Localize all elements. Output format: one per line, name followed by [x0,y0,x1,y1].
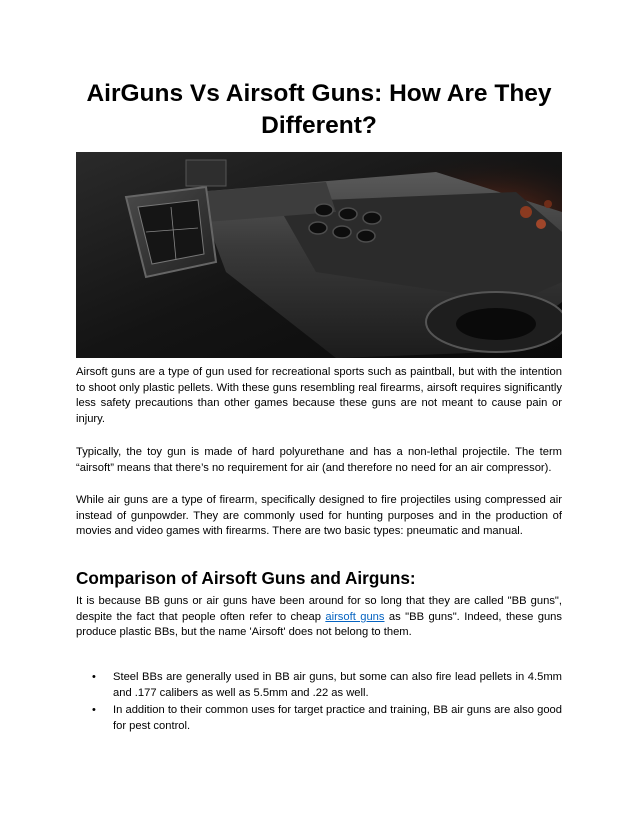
comparison-text-end: as "BB guns". Indeed, these guns produce plastic BBs, but the name 'Airsoft' does not belong to them. [76,610,562,639]
intro-paragraph: Airsoft guns are a type of gun used for recreational sports such as paintball, but with the intention to shoot only plastic pellets. With these guns resembling real firearms, airsoft requires significantly less safety precautions than other games because these guns are not meant to cause pain or injury. [76,366,562,425]
bullet-list [76,670,562,736]
page-title: AirGuns Vs Airsoft Guns: How Are They Different? [86,80,552,139]
airgun-paragraph: While air guns are a type of firearm, specifically designed to fire projectiles using compressed air instead of gunpowder. They are commonly used for hunting purposes and in the production of movies and video games with firearms. There are two basic types: pneumatic and manual. [76,494,562,538]
list-item [76,703,562,734]
list-item [76,670,562,701]
bullet-icon: • [92,671,96,683]
hero-image [76,152,562,358]
list-item-text: In addition to their common uses for target practice and training, BB air guns are also good for pest control. [113,704,562,732]
comparison-paragraph [76,594,562,641]
material-paragraph: Typically, the toy gun is made of hard polyurethane and has a non-lethal projectile. The term “airsoft” means that there’s no requirement for air (and therefore no need for an air compressor). [76,446,562,474]
bullet-icon: • [92,704,96,717]
airsoft-guns-link[interactable]: airsoft guns [325,610,385,623]
section-heading: Comparison of Airsoft Guns and Airguns: [76,568,416,588]
gun-photo [76,152,562,358]
comparison-text-start: It is because BB guns or air guns have been around for so long that they are called "BB guns", despite the fact that people often refer to cheap [76,595,562,623]
list-item-text: Steel BBs are generally used in BB air guns, but some can also fire lead pellets in 4.5mm and .177 calibers as well as 5.5mm and .22 as well. [113,671,562,699]
